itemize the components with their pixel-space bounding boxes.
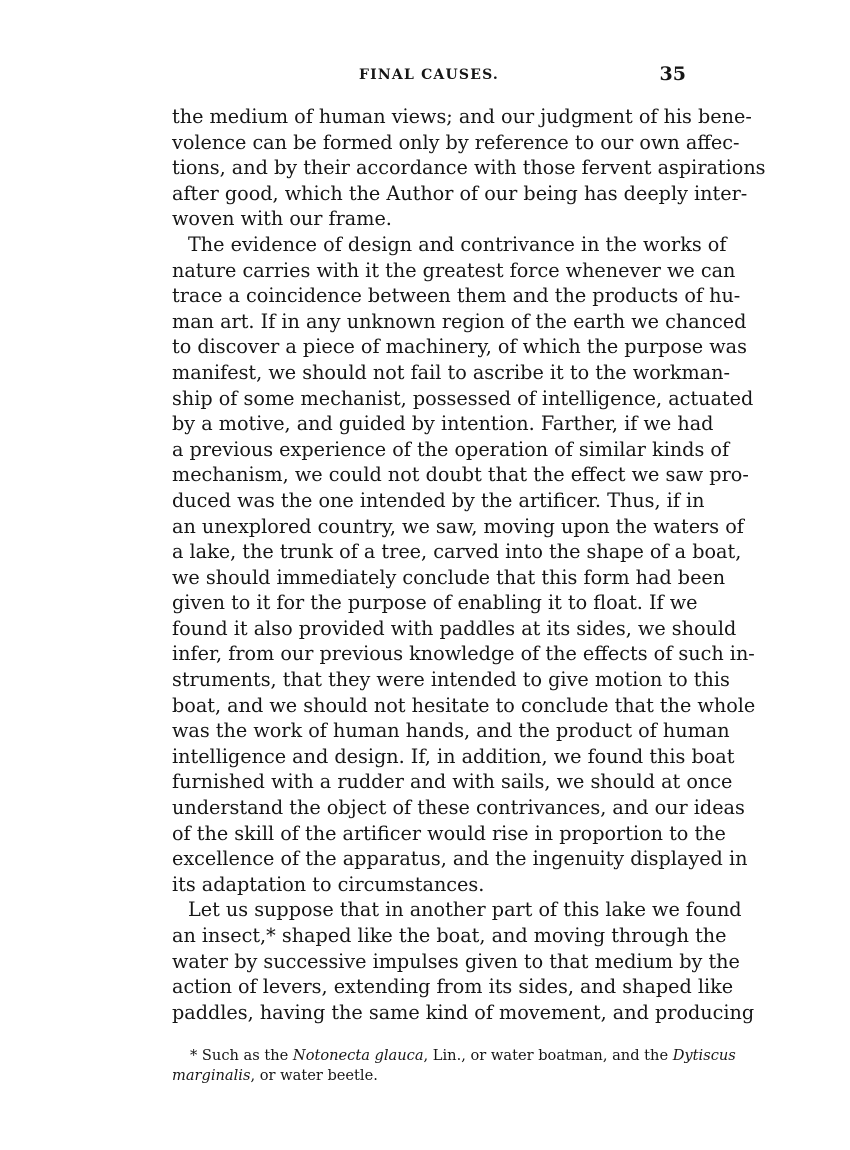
text-line: duced was the one intended by the artificer. Thus, if in [172, 488, 705, 512]
text-line: intelligence and design. If, in addition, we found this boat [172, 744, 735, 768]
text-line: a lake, the trunk of a tree, carved into the shape of a boat, [172, 540, 742, 564]
text-line: an insect,* shaped like the boat, and moving through the [172, 924, 727, 947]
footnote-species-name: marginalis [172, 1067, 251, 1084]
running-head [172, 63, 686, 89]
text-line: boat, and we should not hesitate to conclude that the whole [172, 693, 756, 717]
text-line: excellence of the apparatus, and the ingenuity displayed in [172, 847, 748, 871]
text-line: water by successive impulses given to that medium by the [172, 949, 740, 973]
footnote-species-name: Dytiscus [672, 1047, 736, 1064]
text-line: to discover a piece of machinery, of which the purpose was [172, 335, 747, 359]
footnote-text: , or water beetle. [250, 1067, 378, 1084]
text-line: mechanism, we could not doubt that the effect we saw pro- [172, 463, 749, 487]
footnote-species-name: Notonecta glauca [292, 1047, 424, 1064]
text-line: infer, from our previous knowledge of the effects of such in- [172, 642, 755, 666]
footnote-text: * Such as the [190, 1047, 293, 1064]
text-line: Let us suppose that in another part of this lake we found [188, 898, 742, 922]
text-line: found it also provided with paddles at its sides, we should [172, 616, 737, 640]
text-line: of the skill of the artificer would rise in proportion to the [172, 821, 726, 845]
text-line: a previous experience of the operation of similar kinds of [172, 437, 730, 461]
page-number: 35 [659, 63, 686, 85]
text-line: furnished with a rudder and with sails, we should at once [172, 770, 733, 794]
text-line: the medium of human views; and our judgment of his bene- [172, 105, 752, 128]
text-line: ship of some mechanist, possessed of intelligence, actuated [172, 386, 754, 410]
footnote-line [172, 1066, 686, 1086]
text-line: woven with our frame. [172, 207, 392, 231]
text-line: its adaptation to circumstances. [172, 872, 485, 896]
text-line: we should immediately conclude that this form had been [172, 565, 726, 589]
text-line: trace a coincidence between them and the products of hu- [172, 284, 741, 308]
text-line: understand the object of these contrivances, and our ideas [172, 796, 745, 820]
text-line: nature carries with it the greatest force whenever we can [172, 258, 736, 282]
text-line: paddles, having the same kind of movement, and producing [172, 1000, 755, 1024]
running-title: FINAL CAUSES. [359, 67, 499, 83]
text-line: an unexplored country, we saw, moving upon the waters of [172, 514, 744, 538]
text-line: manifest, we should not fail to ascribe it to the workman- [172, 360, 731, 384]
text-line: by a motive, and guided by intention. Farther, if we had [172, 412, 714, 436]
body-text [172, 104, 766, 1025]
text-line: after good, which the Author of our being has deeply inter- [172, 181, 748, 205]
text-line: The evidence of design and contrivance in the works of [188, 232, 727, 256]
text-line: action of levers, extending from its sides, and shaped like [172, 975, 734, 999]
footnote [172, 1046, 736, 1086]
text-line: given to it for the purpose of enabling it to float. If we [172, 591, 698, 615]
text-line: struments, that they were intended to give motion to this [172, 668, 730, 692]
footnote-text: , Lin., or water boatman, and the [423, 1047, 673, 1064]
text-line: volence can be formed only by reference to our own affec- [172, 130, 740, 154]
text-line: was the work of human hands, and the product of human [172, 719, 730, 743]
text-line: tions, and by their accordance with those fervent aspirations [172, 156, 766, 180]
text-line: man art. If in any unknown region of the earth we chanced [172, 309, 747, 333]
footnote-line [172, 1046, 736, 1066]
